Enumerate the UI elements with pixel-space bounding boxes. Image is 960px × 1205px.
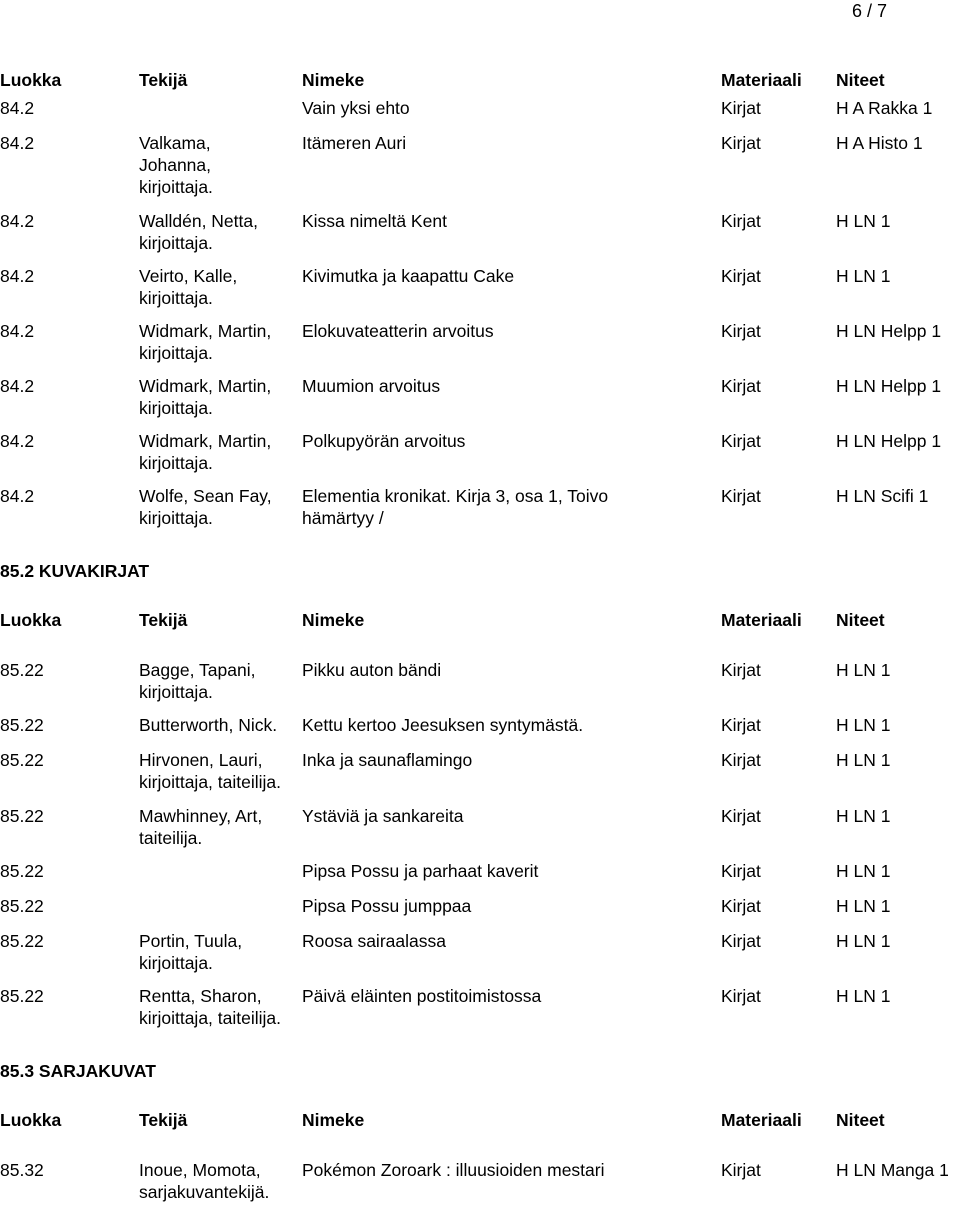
cell-nimeke: Vain yksi ehto	[302, 98, 410, 118]
cell-luokka: 85.22	[0, 986, 44, 1006]
cell-materiaali: Kirjat	[721, 133, 761, 153]
cell-niteet: H LN 1	[836, 931, 891, 951]
cell-luokka: 84.2	[0, 376, 35, 396]
cell-nimeke: Pokémon Zoroark : illuusioiden mestari	[302, 1160, 605, 1180]
cell-luokka: 85.22	[0, 931, 44, 951]
cell-tekija: Mawhinney, Art, taiteilija.	[139, 806, 263, 848]
cell-tekija: Portin, Tuula, kirjoittaja.	[139, 931, 243, 973]
cell-niteet: H LN 1	[836, 896, 891, 916]
cell-tekija: Rentta, Sharon, kirjoittaja, taiteilija.	[139, 986, 281, 1028]
cell-nimeke: Pikku auton bändi	[302, 660, 442, 680]
cell-luokka: 84.2	[0, 211, 35, 231]
header-luokka: Luokka	[0, 70, 62, 90]
cell-nimeke: Kivimutka ja kaapattu Cake	[302, 266, 515, 286]
cell-nimeke: Inka ja saunaflamingo	[302, 750, 473, 770]
cell-niteet: H LN Scifi 1	[836, 486, 929, 506]
cell-niteet: H LN 1	[836, 861, 891, 881]
cell-materiaali: Kirjat	[721, 896, 761, 916]
cell-luokka: 84.2	[0, 266, 35, 286]
cell-nimeke: Muumion arvoitus	[302, 376, 441, 396]
cell-luokka: 85.22	[0, 806, 44, 826]
table-header	[0, 1109, 960, 1131]
cell-niteet: H LN Helpp 1	[836, 431, 942, 451]
cell-nimeke: Päivä eläinten postitoimistossa	[302, 986, 542, 1006]
header-luokka: Luokka	[0, 610, 62, 630]
cell-tekija: Inoue, Momota, sarjakuvantekijä.	[139, 1160, 270, 1202]
header-nimeke: Nimeke	[302, 1110, 365, 1130]
cell-materiaali: Kirjat	[721, 431, 761, 451]
header-tekija: Tekijä	[139, 1110, 188, 1130]
cell-tekija: Wolfe, Sean Fay, kirjoittaja.	[139, 486, 272, 528]
cell-tekija: Veirto, Kalle, kirjoittaja.	[139, 266, 238, 308]
header-materiaali: Materiaali	[721, 1110, 802, 1130]
cell-materiaali: Kirjat	[721, 321, 761, 341]
cell-niteet: H LN Helpp 1	[836, 321, 942, 341]
cell-materiaali: Kirjat	[721, 1160, 761, 1180]
page-number: 6 / 7	[851, 1, 887, 21]
header-niteet: Niteet	[836, 70, 885, 90]
cell-niteet: H LN 1	[836, 211, 891, 231]
cell-materiaali: Kirjat	[721, 806, 761, 826]
cell-niteet: H LN 1	[836, 660, 891, 680]
cell-nimeke: Kettu kertoo Jeesuksen syntymästä.	[302, 715, 584, 735]
cell-tekija: Butterworth, Nick.	[139, 715, 278, 735]
cell-materiaali: Kirjat	[721, 98, 761, 118]
cell-luokka: 85.22	[0, 750, 44, 770]
cell-materiaali: Kirjat	[721, 211, 761, 231]
header-tekija: Tekijä	[139, 610, 188, 630]
cell-materiaali: Kirjat	[721, 266, 761, 286]
cell-materiaali: Kirjat	[721, 861, 761, 881]
cell-nimeke: Pipsa Possu jumppaa	[302, 896, 472, 916]
cell-tekija: Widmark, Martin, kirjoittaja.	[139, 431, 272, 473]
cell-niteet: H A Rakka 1	[836, 98, 933, 118]
header-nimeke: Nimeke	[302, 610, 365, 630]
cell-tekija: Valkama, Johanna, kirjoittaja.	[139, 133, 213, 197]
cell-tekija: Walldén, Netta, kirjoittaja.	[139, 211, 258, 253]
cell-luokka: 84.2	[0, 133, 35, 153]
header-materiaali: Materiaali	[721, 70, 802, 90]
cell-luokka: 84.2	[0, 98, 35, 118]
table-header	[0, 609, 960, 631]
header-niteet: Niteet	[836, 610, 885, 630]
header-nimeke: Nimeke	[302, 70, 365, 90]
cell-niteet: H LN 1	[836, 806, 891, 826]
cell-nimeke: Itämeren Auri	[302, 133, 407, 153]
cell-nimeke: Kissa nimeltä Kent	[302, 211, 447, 231]
cell-nimeke: Pipsa Possu ja parhaat kaverit	[302, 861, 539, 881]
cell-tekija: Widmark, Martin, kirjoittaja.	[139, 376, 272, 418]
section-title: 85.2 KUVAKIRJAT	[0, 561, 150, 581]
header-luokka: Luokka	[0, 1110, 62, 1130]
cell-luokka: 85.22	[0, 660, 44, 680]
cell-tekija: Hirvonen, Lauri, kirjoittaja, taiteilija.	[139, 750, 281, 792]
section-title: 85.3 SARJAKUVAT	[0, 1061, 156, 1081]
cell-materiaali: Kirjat	[721, 376, 761, 396]
cell-luokka: 85.32	[0, 1160, 44, 1180]
header-niteet: Niteet	[836, 1110, 885, 1130]
cell-luokka: 84.2	[0, 321, 35, 341]
header-materiaali: Materiaali	[721, 610, 802, 630]
cell-nimeke: Roosa sairaalassa	[302, 931, 446, 951]
cell-materiaali: Kirjat	[721, 486, 761, 506]
cell-niteet: H LN 1	[836, 266, 891, 286]
cell-luokka: 84.2	[0, 486, 35, 506]
cell-luokka: 85.22	[0, 861, 44, 881]
cell-luokka: 85.22	[0, 896, 44, 916]
cell-niteet: H LN Manga 1	[836, 1160, 949, 1180]
cell-tekija: Bagge, Tapani, kirjoittaja.	[139, 660, 256, 702]
cell-materiaali: Kirjat	[721, 931, 761, 951]
cell-materiaali: Kirjat	[721, 660, 761, 680]
cell-luokka: 84.2	[0, 431, 35, 451]
cell-nimeke: Elementia kronikat. Kirja 3, osa 1, Toivo hämärtyy /	[302, 486, 609, 528]
cell-niteet: H LN 1	[836, 715, 891, 735]
cell-materiaali: Kirjat	[721, 986, 761, 1006]
table-header	[0, 69, 960, 91]
header-tekija: Tekijä	[139, 70, 188, 90]
cell-materiaali: Kirjat	[721, 715, 761, 735]
cell-niteet: H LN 1	[836, 750, 891, 770]
cell-nimeke: Elokuvateatterin arvoitus	[302, 321, 494, 341]
cell-materiaali: Kirjat	[721, 750, 761, 770]
cell-tekija: Widmark, Martin, kirjoittaja.	[139, 321, 272, 363]
cell-niteet: H A Histo 1	[836, 133, 923, 153]
cell-nimeke: Ystäviä ja sankareita	[302, 806, 464, 826]
cell-niteet: H LN Helpp 1	[836, 376, 942, 396]
cell-nimeke: Polkupyörän arvoitus	[302, 431, 466, 451]
cell-luokka: 85.22	[0, 715, 44, 735]
cell-niteet: H LN 1	[836, 986, 891, 1006]
